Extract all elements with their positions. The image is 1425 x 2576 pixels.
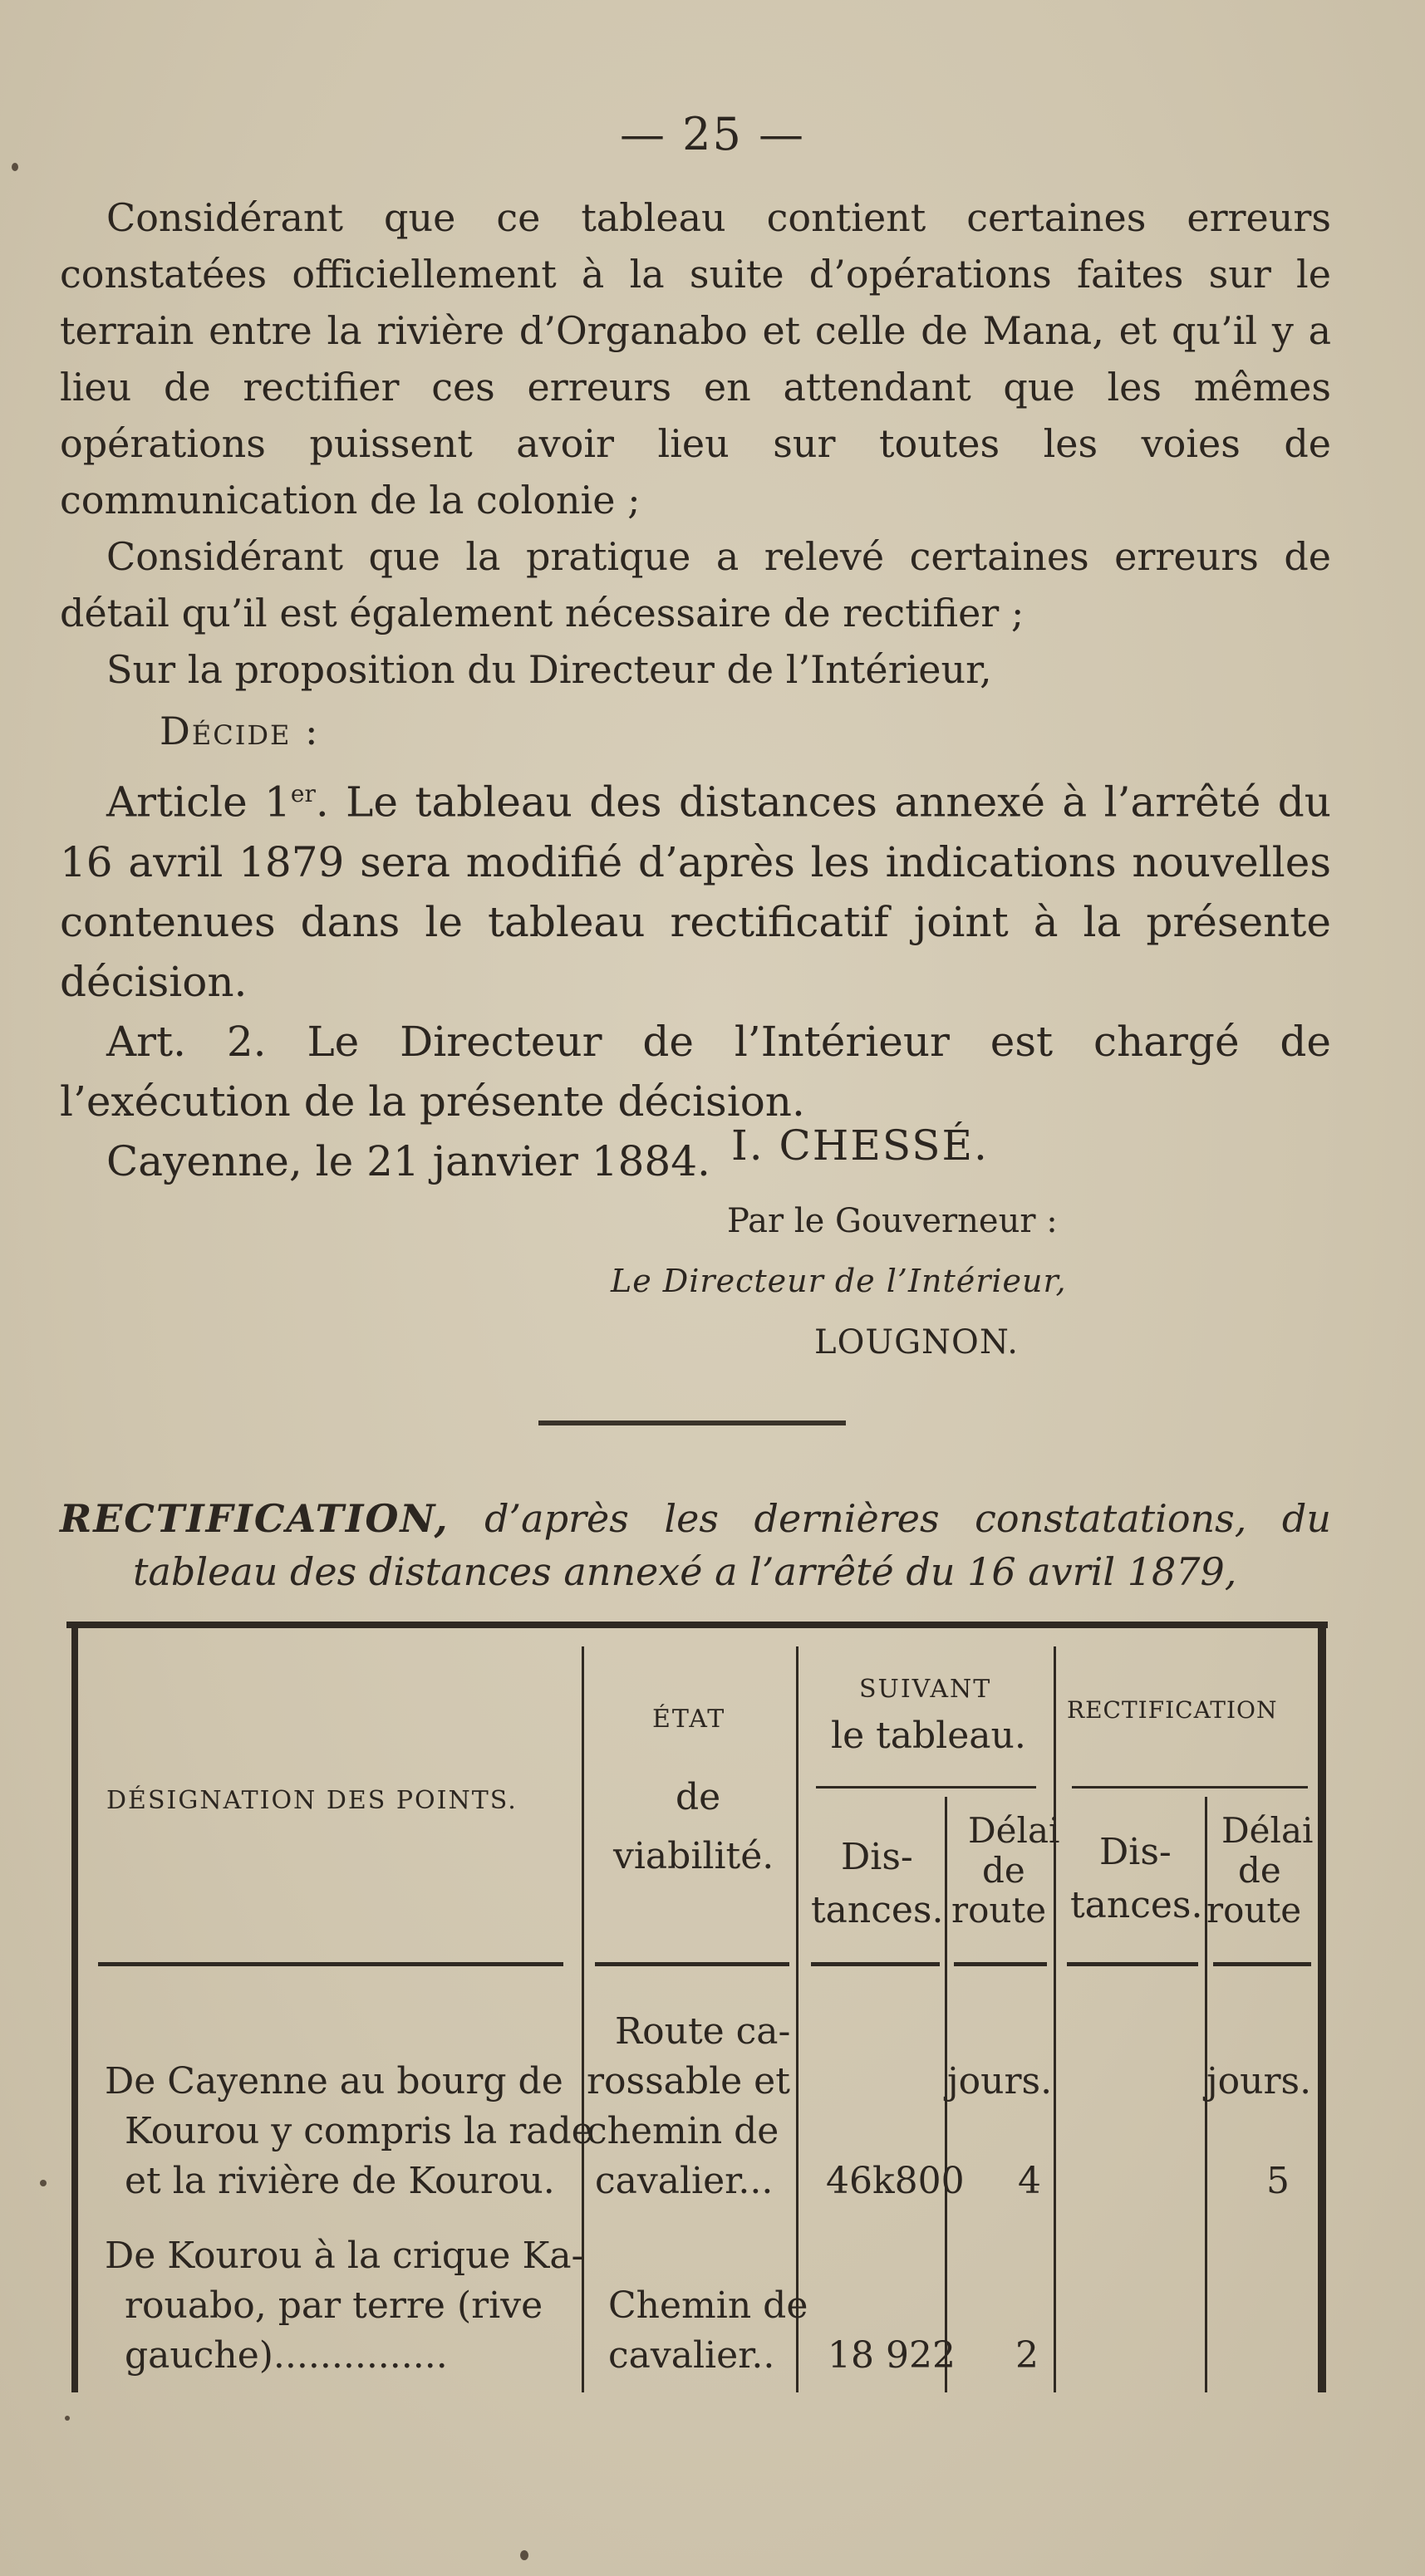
header-suivant-tances: tances.	[811, 1889, 944, 1931]
signature-by: Par le Gouverneur :	[727, 1202, 1058, 1240]
row-1-designation-line-2: Kourou y compris la rade	[125, 2110, 593, 2152]
header-underline-5	[1067, 1962, 1198, 1966]
paper-speck	[520, 2550, 528, 2560]
paper-speck	[12, 163, 18, 171]
header-suivant-delai: Délai	[968, 1810, 1060, 1851]
row-2-delai: 2	[1015, 2334, 1039, 2377]
header-rect-route: route	[1206, 1890, 1302, 1931]
paragraph-considerant-2: Considérant que la pratique a relevé certaines erreurs de détail qu’il est également nécessaire de rectifier ;	[60, 534, 1331, 635]
header-etat: ÉTAT	[652, 1705, 726, 1734]
col-sep-suivant	[1054, 1646, 1056, 2392]
header-rect-tances: tances.	[1070, 1884, 1203, 1926]
table-top-border	[66, 1622, 1328, 1628]
row-1-etat-line-2: rossable et	[587, 2060, 790, 2103]
rectification-brace	[1072, 1786, 1308, 1788]
header-designation: DÉSIGNATION DES POINTS.	[106, 1786, 518, 1815]
row-1-rect-delai-unit: jours.	[1206, 2060, 1312, 2103]
rectification-title-line-2: tableau des distances annexé a l’arrêté du 16 avril 1879,	[133, 1549, 1237, 1594]
signature-name: I. CHESSÉ.	[731, 1121, 989, 1170]
header-underline-1	[98, 1962, 563, 1966]
header-etat-viabilite: viabilité.	[613, 1835, 774, 1877]
header-le-tableau: le tableau.	[831, 1715, 1026, 1757]
date-line: Cayenne, le 21 janvier 1884.	[106, 1136, 710, 1185]
header-suivant-de: de	[982, 1850, 1025, 1891]
article-1-superscript: er	[290, 780, 316, 807]
rectification-caps: RECTIFICATION,	[60, 1496, 450, 1541]
signature-signer: LOUGNON.	[814, 1323, 1019, 1362]
table-left-border	[71, 1622, 78, 2392]
row-1-delai-unit: jours.	[947, 2060, 1053, 2103]
header-underline-2	[595, 1962, 789, 1966]
row-2-etat-line-2: cavalier..	[608, 2334, 775, 2377]
row-2-distance: 18 922	[828, 2334, 956, 2377]
row-1-etat-line-3: chemin de	[587, 2110, 779, 2152]
row-1-rect-delai: 5	[1266, 2160, 1290, 2202]
row-1-etat-line-4: cavalier...	[595, 2160, 774, 2202]
signature-title: Le Directeur de l’Intérieur,	[611, 1263, 1067, 1299]
row-2-designation-line-2: rouabo, par terre (rive	[125, 2284, 543, 2327]
row-2-etat-line-1: Chemin de	[608, 2284, 808, 2327]
header-rectification: RECTIFICATION	[1067, 1696, 1278, 1724]
row-1-etat-line-1: Route ca-	[615, 2010, 791, 2053]
row-1-delai: 4	[1018, 2160, 1041, 2202]
row-1-distance: 46k800	[826, 2160, 965, 2202]
paragraph-considerant-1: Considérant que ce tableau contient certaines erreurs constatées officiellement à la suite d’opérations faites sur le terrain entre la rivière d’Organabo et celle de Mana, et qu’il y a lieu de rectifier ces erreurs en attendant que les mêmes opérations puissent avoir lieu sur toutes les voies de communication de la colonie ;	[60, 195, 1331, 523]
rectification-title-rest: d’après les dernières constatations, du	[449, 1496, 1331, 1541]
article-1-prefix: Article 1	[106, 778, 291, 827]
paper-speck	[65, 2416, 70, 2421]
table-right-border	[1318, 1622, 1326, 2392]
header-etat-de: de	[676, 1776, 721, 1818]
header-suivant: SUIVANT	[859, 1675, 992, 1704]
row-1-designation-line-3: et la rivière de Kourou.	[125, 2160, 555, 2202]
row-2-designation-line-3: gauche)...............	[125, 2334, 448, 2377]
page-number: — 25 —	[619, 108, 806, 160]
row-1-designation-line-1: De Cayenne au bourg de	[105, 2060, 563, 2103]
header-rect-delai: Délai	[1221, 1810, 1314, 1851]
suivant-brace	[816, 1786, 1036, 1788]
row-2-designation-line-1: De Kourou à la crique Ka-	[105, 2235, 584, 2277]
article-1-text: . Le tableau des distances annexé à l’arrêté du 16 avril 1879 sera modifié d’après les indications nouvelles contenues dans le tableau rectificatif joint à la présente décision.	[60, 778, 1331, 1006]
header-underline-3	[811, 1962, 940, 1966]
header-suivant-dis: Dis-	[841, 1836, 913, 1878]
header-rect-de: de	[1238, 1850, 1281, 1891]
header-underline-4	[954, 1962, 1047, 1966]
header-suivant-route: route	[951, 1890, 1047, 1931]
article-2: Art. 2. Le Directeur de l’Intérieur est chargé de l’exécution de la présente décision.	[60, 1017, 1331, 1126]
paragraph-proposition: Sur la proposition du Directeur de l’Intérieur,	[106, 647, 992, 692]
header-underline-6	[1213, 1962, 1311, 1966]
paper-speck	[40, 2180, 47, 2186]
header-rect-dis: Dis-	[1099, 1831, 1172, 1873]
decide-heading: Décide :	[160, 709, 320, 753]
